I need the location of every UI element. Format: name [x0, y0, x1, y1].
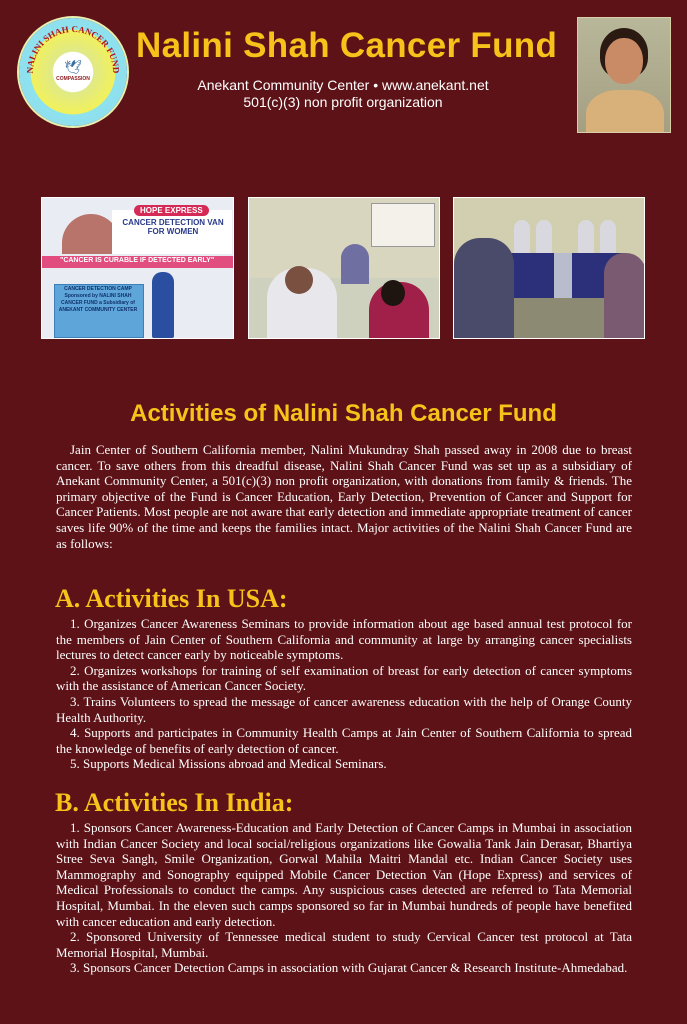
photo-strip [41, 197, 645, 339]
activities-heading: Activities of Nalini Shah Cancer Fund [130, 400, 557, 427]
list-item: 1. Sponsors Cancer Awareness-Education and Early Detection of Cancer Camps in Mumbai in association with Indian Cancer Society and local social/religious organizations like Gowalia Tank Jain Derasar, Bhartiya Stree Seva Sangh, Smile Organization, Gorwal Mahila Maitri Mandal etc. Indian Cancer Society uses Mammography and Sonography equipped Mobile Cancer Detection Van (Hope Express) and services of Medical Professionals to conduct the camps. Any suspicious cases detected are referred to Tata Memorial Hospital, Mumbai. In the eleven such camps sponsored so far in Mumbai hundreds of people have benefited with cancer education and early detection. [56, 820, 632, 929]
photo-van-label: CANCER DETECTION VAN FOR WOMEN [122, 218, 224, 236]
list-item: 1. Organizes Cancer Awareness Seminars to provide information about age based annual test protocol for the members of Jain Center of Southern California and community at large by arranging cancer specialists lectures to detect cancer early by noticeable symptoms. [56, 616, 632, 663]
india-list [56, 820, 632, 976]
list-item: 3. Trains Volunteers to spread the message of cancer awareness education with the help of Orange County Health Authority. [56, 693, 632, 725]
photo-seminar [453, 197, 645, 339]
india-heading: B. Activities In India: [55, 788, 294, 817]
dove-icon: 🕊 [64, 61, 82, 76]
intro-paragraph [56, 442, 632, 551]
list-item: 2. Sponsored University of Tennessee medical student to study Cervical Cancer test protocol at Tata Memorial Hospital, Mumbai. [56, 929, 632, 960]
logo-center-text: COMPASSION [56, 76, 90, 82]
org-subtitle-line2: 501(c)(3) non profit organization [243, 94, 443, 110]
list-item: 3. Sponsors Cancer Detection Camps in association with Gujarat Cancer & Research Institute-Ahmedabad. [70, 960, 628, 976]
portrait-photo [577, 17, 671, 133]
logo-ring-text: NALINI SHAH CANCER FUND [24, 23, 122, 74]
usa-list [56, 616, 632, 772]
photo-detection-van [41, 197, 234, 339]
list-item: 2. Organizes workshops for training of self examination of breast for early detection of cancer symptoms with the assistance of American Cancer Society. [56, 662, 632, 694]
usa-heading: A. Activities In USA: [55, 584, 288, 613]
intro-text: Jain Center of Southern California member, Nalini Mukundray Shah passed away in 2008 due to breast cancer. To save others from this dreadful disease, Nalini Shah Cancer Fund was set up as a subsidiary of Anekant Community Center, a 501(c)(3) non profit organization, with donations from family & friends. The primary objective of the Fund is Cancer Education, Early Detection, Prevention of Cancer and Support for Cancer Patients. Most people are not aware that early detection and immediate appropriate treatment of cancer saves life 90% of the time and keeps the families intact. Major activities of the Nalini Shah Cancer Fund are as follows: [56, 442, 632, 551]
org-subtitle [136, 77, 550, 111]
photo-hope-label: HOPE EXPRESS [134, 205, 209, 216]
list-item: 4. Supports and participates in Community Health Camps at Jain Center of Southern California to spread the knowledge of benefits of early detection of cancer. [56, 725, 632, 756]
photo-sign-label: CANCER DETECTION CAMP Sponsored by NALINI SHAH CANCER FUND a Subsidiary of ANEKANT COMMUNITY CENTER [58, 286, 138, 313]
list-item: 5. Supports Medical Missions abroad and Medical Seminars. [70, 756, 387, 772]
page-title: Nalini Shah Cancer Fund [136, 26, 558, 65]
logo-center [53, 52, 93, 92]
photo-screening [248, 197, 440, 339]
fund-logo [19, 18, 127, 126]
photo-curable-label: "CANCER IS CURABLE IF DETECTED EARLY" [60, 257, 215, 264]
org-subtitle-line1: Anekant Community Center • www.anekant.net [197, 77, 489, 93]
